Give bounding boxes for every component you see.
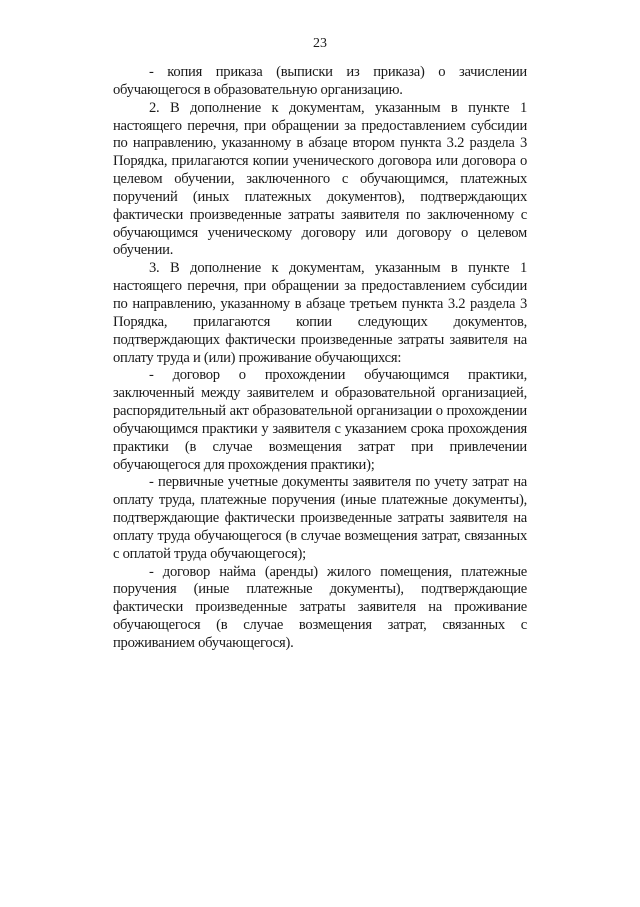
paragraph-item-3: 3. В дополнение к документам, указанным в пункте 1 настоящего перечня, при обращении за предоставлением субсидии по направлению, указанному в абзаце третьем пункта 3.2 раздела 3 Порядка, прилагаются копии следующих документов, подтверждающих фактически произведенные затраты заявителя на оплату труда и (или) проживание обучающихся:	[113, 260, 527, 366]
paragraph-order-copy: - копия приказа (выписки из приказа) о зачислении обучающегося в образовательную организацию.	[113, 64, 527, 98]
document-body	[113, 64, 527, 653]
paragraph-practice-contract: - договор о прохождении обучающимся практики, заключенный между заявителем и образовательной организацией, распорядительный акт образовательной организации о прохождении обучающимся практики у заявителя с указанием срока прохождения практики (в случае возмещения затрат при привлечении обучающегося для прохождения практики);	[113, 367, 527, 473]
page-number: 23	[313, 36, 327, 51]
paragraph-accounting-documents: - первичные учетные документы заявителя по учету затрат на оплату труда, платежные поручения (иные платежные документы), подтверждающие фактически произведенные затраты заявителя на оплату труда обучающегося (в случае возмещения затрат, связанных с оплатой труда обучающегося);	[113, 474, 527, 562]
paragraph-lease-contract: - договор найма (аренды) жилого помещения, платежные поручения (иные платежные документы), подтверждающие фактически произведенные затраты заявителя на проживание обучающегося (в случае возмещения затрат, связанных с проживанием обучающегося).	[113, 563, 527, 651]
paragraph-item-2: 2. В дополнение к документам, указанным в пункте 1 настоящего перечня, при обращении за предоставлением субсидии по направлению, указанному в абзаце втором пункта 3.2 раздела 3 Порядка, прилагаются копии ученического договора или договора о целевом обучении, заключенного с обучающимся, платежных поручений (иных платежных документов), подтверждающих фактически произведенные затраты заявителя по заключенному с обучающимся ученическому договору или договору о целевом обучении.	[113, 99, 527, 259]
